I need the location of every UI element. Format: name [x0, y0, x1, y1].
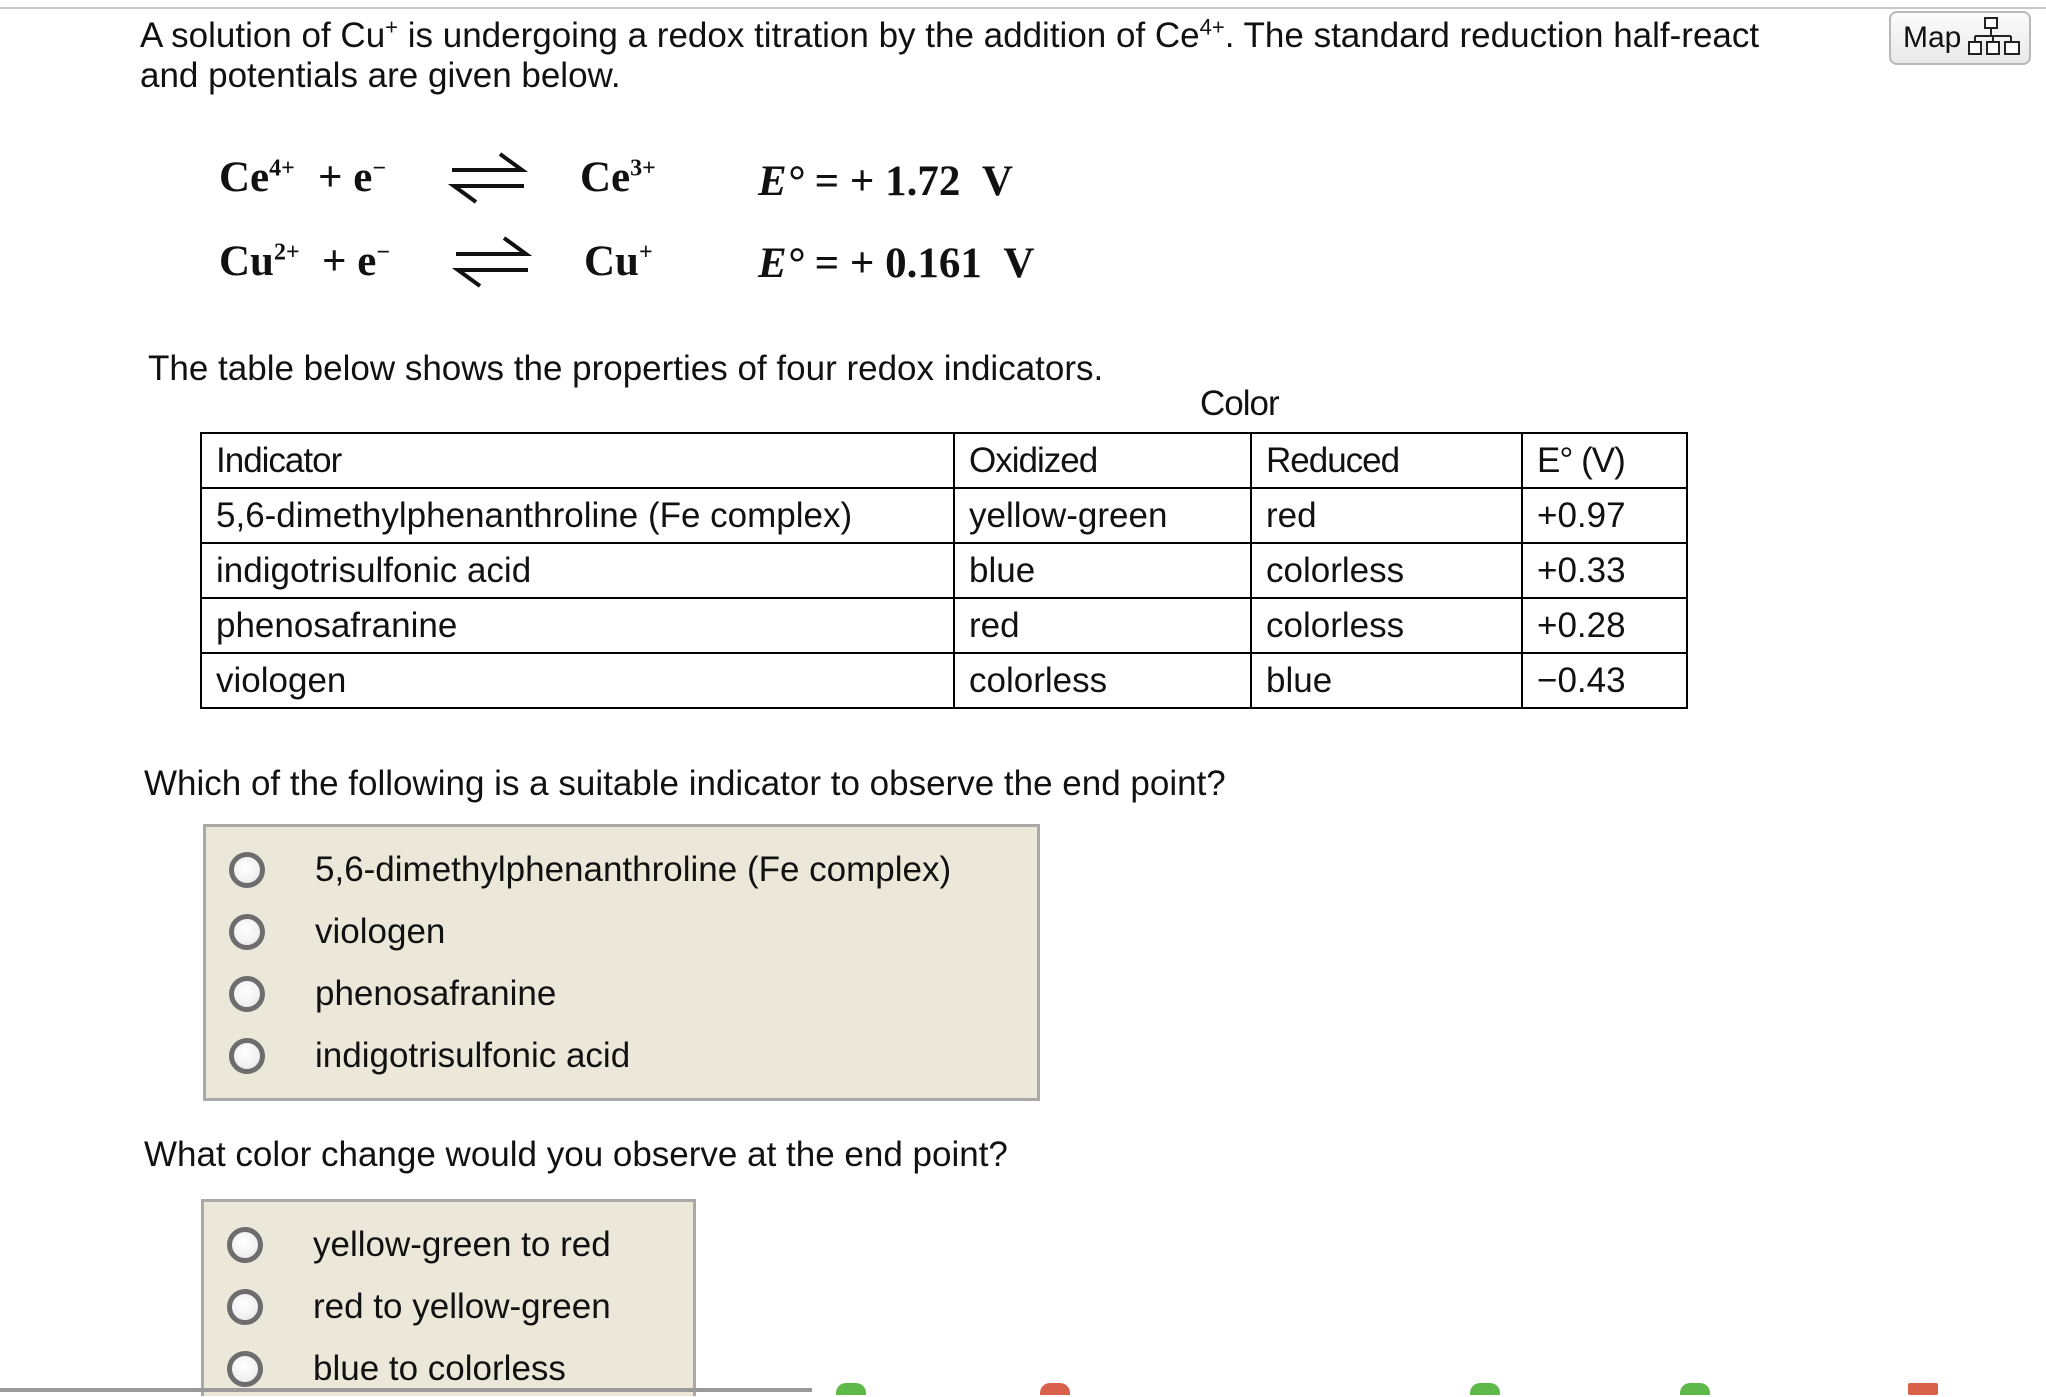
indicator-table: [200, 432, 1688, 709]
question2-option[interactable]: [204, 1217, 693, 1273]
top-border: [0, 7, 2046, 9]
table-cell: colorless: [1251, 598, 1522, 653]
equilibrium-arrows-icon: [448, 146, 528, 210]
intro-line-2: and potentials are given below.: [140, 56, 621, 95]
table-cell: +0.28: [1522, 598, 1687, 653]
table-cell: red: [954, 598, 1251, 653]
eq1-oxidized: $Ce^{4+}$: [219, 154, 295, 201]
table-cell: blue: [1251, 653, 1522, 708]
header-indicator: Indicator: [201, 433, 954, 488]
option-label: 5,6-dimethylphenanthroline (Fe complex): [315, 850, 952, 889]
eq2-electron: + e−: [322, 238, 391, 285]
question2-prompt: What color change would you observe at the end point?: [144, 1135, 1008, 1174]
radio-button[interactable]: [227, 1351, 263, 1387]
question1-prompt: Which of the following is a suitable indicator to observe the end point?: [144, 764, 1226, 803]
color-header: Color: [1200, 384, 1279, 423]
option-label: phenosafranine: [315, 974, 557, 1013]
eq2-oxidized: $Cu^{2+}$: [219, 238, 300, 285]
footer-red-icon[interactable]: [1908, 1383, 1938, 1395]
question2-choices: [201, 1199, 696, 1396]
table-row: [201, 598, 1687, 653]
eq2-reduced: Cu+: [584, 238, 653, 285]
table-header-row: [201, 433, 1687, 488]
question1-choices: [203, 824, 1040, 1101]
equilibrium-arrows-icon: [452, 230, 532, 294]
map-button[interactable]: [1889, 11, 2031, 65]
header-oxidized: Oxidized: [954, 433, 1251, 488]
table-row: [201, 653, 1687, 708]
table-cell: blue: [954, 543, 1251, 598]
option-label: viologen: [315, 912, 446, 951]
footer-red-icon[interactable]: [1040, 1383, 1070, 1395]
footer-green-icon[interactable]: [836, 1383, 866, 1395]
radio-button[interactable]: [229, 852, 265, 888]
eq1-reduced: $Ce^{3+}$: [580, 154, 656, 201]
table-intro: The table below shows the properties of four redox indicators.: [148, 349, 1104, 388]
question1-option[interactable]: [206, 1028, 1037, 1084]
table-cell: yellow-green: [954, 488, 1251, 543]
table-row: [201, 488, 1687, 543]
bottom-toolbar-edge: [0, 1388, 812, 1392]
eq2-potential: E° = + 0.161 V: [758, 240, 1035, 287]
footer-green-icon[interactable]: [1680, 1383, 1710, 1395]
question1-option[interactable]: [206, 904, 1037, 960]
table-cell: 5,6-dimethylphenanthroline (Fe complex): [201, 488, 954, 543]
footer-green-icon[interactable]: [1470, 1383, 1500, 1395]
table-row: [201, 543, 1687, 598]
table-cell: colorless: [954, 653, 1251, 708]
question1-option[interactable]: [206, 966, 1037, 1022]
table-cell: viologen: [201, 653, 954, 708]
map-button-label: Map: [1903, 21, 1962, 54]
header-reduced: Reduced: [1251, 433, 1522, 488]
table-cell: −0.43: [1522, 653, 1687, 708]
question1-option[interactable]: [206, 842, 1037, 898]
question2-option[interactable]: [204, 1279, 693, 1335]
table-cell: +0.33: [1522, 543, 1687, 598]
radio-button[interactable]: [229, 976, 265, 1012]
eq1-electron: + e−: [318, 154, 387, 201]
table-cell: +0.97: [1522, 488, 1687, 543]
option-label: blue to colorless: [313, 1349, 566, 1388]
option-label: yellow-green to red: [313, 1225, 611, 1264]
radio-button[interactable]: [229, 1038, 265, 1074]
header-potential: E° (V): [1522, 433, 1687, 488]
table-cell: colorless: [1251, 543, 1522, 598]
radio-button[interactable]: [227, 1227, 263, 1263]
intro-line-1: A solution of Cu+ is undergoing a redox titration by the addition of $Ce^{4+}$. The standard reduction half-react: [140, 16, 1760, 55]
table-cell: red: [1251, 488, 1522, 543]
map-icon: [1967, 16, 2023, 60]
eq1-potential: E° = + 1.72 V: [758, 158, 1013, 205]
option-label: red to yellow-green: [313, 1287, 611, 1326]
table-cell: indigotrisulfonic acid: [201, 543, 954, 598]
radio-button[interactable]: [229, 914, 265, 950]
table-cell: phenosafranine: [201, 598, 954, 653]
intro-text: [140, 16, 1880, 96]
option-label: indigotrisulfonic acid: [315, 1036, 631, 1075]
radio-button[interactable]: [227, 1289, 263, 1325]
